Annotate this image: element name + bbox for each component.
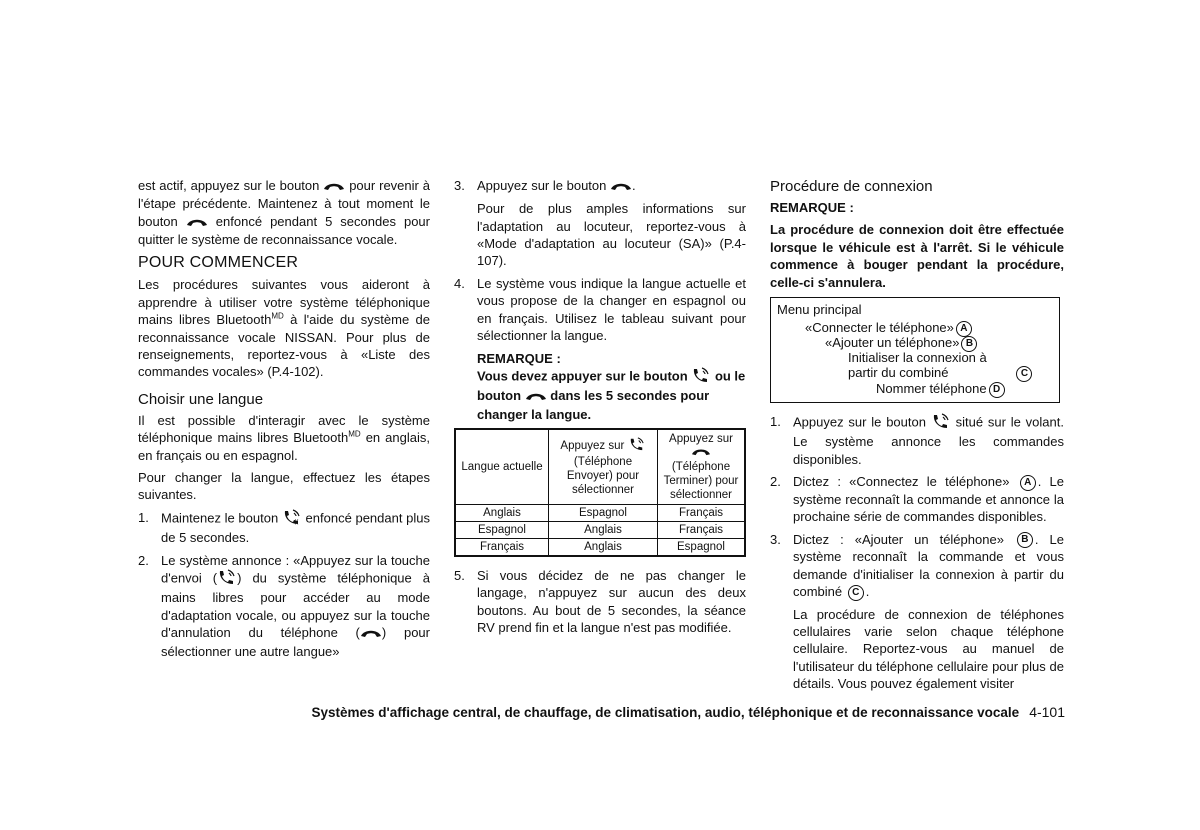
hang-up-phone-icon	[691, 446, 711, 460]
badge-a: A	[956, 321, 972, 337]
list-item: 2. Dictez : «Connectez le téléphone» A . Le système reconnaît la commande et annonce la prochaine série de commandes disponibles.	[770, 474, 1064, 525]
hang-up-phone-icon	[323, 178, 345, 195]
table-header: Langue actuelle	[455, 429, 549, 505]
footer-title: Systèmes d'affichage central, de chauffage, de climatisation, audio, téléphonique et de reconnaissance vocale	[311, 705, 1020, 720]
intro-paragraph: est actif, appuyez sur le bouton pour revenir à l'étape précédente. Maintenez à tout moment le bouton enfoncé pendant 5 secondes pour quitter le système de reconnaissance vocale.	[138, 178, 430, 247]
list-item: 5. Si vous décidez de ne pas changer le langage, n'appuyez sur aucun des deux boutons. Au bout de 5 secondes, la séance RV prend fin et la langue n'est pas modifiée.	[454, 568, 746, 636]
table-row: Anglais Espagnol Français	[455, 505, 745, 522]
steps-list	[454, 177, 746, 423]
section-heading: POUR COMMENCER	[138, 254, 299, 272]
menu-diagram	[770, 297, 1060, 403]
table-row: Espagnol Anglais Français	[455, 522, 745, 539]
steps-list	[138, 509, 430, 660]
page-footer	[290, 704, 1065, 721]
badge-b: B	[961, 336, 977, 352]
change-language-paragraph: Pour changer la langue, effectuez les étapes suivantes.	[138, 470, 430, 503]
talk-phone-icon	[628, 437, 646, 455]
table-header: Appuyez sur (Téléphone Envoyer) pour sélectionner	[549, 429, 658, 505]
talk-phone-icon	[282, 509, 302, 529]
badge-a: A	[1020, 475, 1036, 491]
column-3	[770, 177, 1064, 698]
column-2	[454, 177, 746, 642]
badge-b: B	[1017, 532, 1033, 548]
steps-list	[770, 413, 1064, 693]
remark-label: REMARQUE :	[477, 350, 561, 366]
subsection-heading: Choisir une langue	[138, 390, 264, 408]
menu-title: Menu principal	[777, 302, 862, 318]
intro-body: Les procédures suivantes vous aideront à apprendre à utiliser votre système téléphonique mains libres Bluetooth$^{MD}$ à l'aide du système de reconnaissance vocale NISSAN. Pour plus de renseignements, reportez-vous à «Liste des commandes vocales» (P.4-102).	[138, 277, 430, 380]
language-table	[454, 428, 746, 557]
remark-text: La procédure de connexion doit être effectuée lorsque le véhicule est à l'arrêt. Si le véhicule commence à bouger pendant la procédure, celle-ci s'annulera.	[770, 222, 1064, 290]
list-item: 2. Le système annonce : «Appuyez sur la touche d'envoi ( ) du système téléphonique à mains libres pour accéder au mode d'adaptation vocale, ou appuyez sur la touche d'annulation du téléphone ( ) pour sélectionner une autre langue»	[138, 552, 431, 659]
hang-up-phone-icon	[610, 178, 632, 195]
badge-c: C	[1016, 366, 1032, 382]
page-number: 4-101	[1029, 704, 1065, 720]
menu-item: Initialiser la connexion à	[848, 350, 987, 366]
language-paragraph: Il est possible d'interagir avec le système téléphonique mains libres Bluetooth$^{MD}$ en anglais, en français ou en espagnol.	[138, 412, 430, 463]
table-header-row	[455, 429, 745, 505]
steps-list	[454, 567, 746, 637]
talk-phone-icon	[691, 367, 711, 387]
remark-text: Vous devez appuyer sur le bouton ou le bouton dans les 5 secondes pour changer la langue.	[477, 368, 746, 422]
list-item: 4. Le système vous indique la langue actuelle et vous propose de la changer en espagnol ou en français. Utilisez le tableau suivant pour sélectionner la langue. REMARQUE : Vous devez appuyer sur le bouton ou le bouton dans les 5 secondes pour changer la langue.	[454, 275, 746, 422]
section-heading: Procédure de connexion	[770, 178, 933, 195]
badge-c: C	[848, 585, 864, 601]
menu-item: «Connecter le téléphone» A	[805, 320, 974, 337]
hang-up-phone-icon	[525, 388, 547, 405]
table-header: Appuyez sur (Téléphone Terminer) pour sélectionner	[658, 429, 746, 505]
talk-phone-icon	[217, 569, 237, 589]
menu-item: Nommer téléphone D	[876, 381, 1007, 398]
list-item: 1. Appuyez sur le bouton situé sur le volant. Le système annonce les commandes disponibles.	[770, 414, 1064, 467]
talk-phone-icon	[931, 413, 951, 433]
menu-item: partir du combiné C	[848, 365, 1034, 382]
hang-up-phone-icon	[360, 625, 382, 642]
list-item: 1. Maintenez le bouton (( enfoncé pendant plus de 5 secondes.	[138, 509, 430, 546]
hang-up-phone-icon	[186, 214, 208, 231]
list-item: 3. Appuyez sur le bouton . Pour de plus amples informations sur l'adaptation au locuteur, reportez-vous à «Mode d'adaptation au locuteur (SA)» (P.4-107).	[454, 178, 746, 269]
remark-label: REMARQUE :	[770, 200, 854, 215]
svg-text:((: ((	[293, 518, 299, 525]
table-row: Français Anglais Espagnol	[455, 539, 745, 557]
menu-item: «Ajouter un téléphone» B	[825, 335, 979, 352]
column-1	[138, 177, 430, 665]
badge-d: D	[989, 382, 1005, 398]
list-item: 3. Dictez : «Ajouter un téléphone» B . Le système reconnaît la commande et vous demande d'initialiser la connexion à partir du combiné C . La procédure de connexion de téléphones cellulaires varie selon chaque téléphone cellulaire. Reportez-vous au manuel de l'utilisateur du téléphone cellulaire pour plus de détails. Vous pouvez également visiter	[770, 531, 1064, 692]
